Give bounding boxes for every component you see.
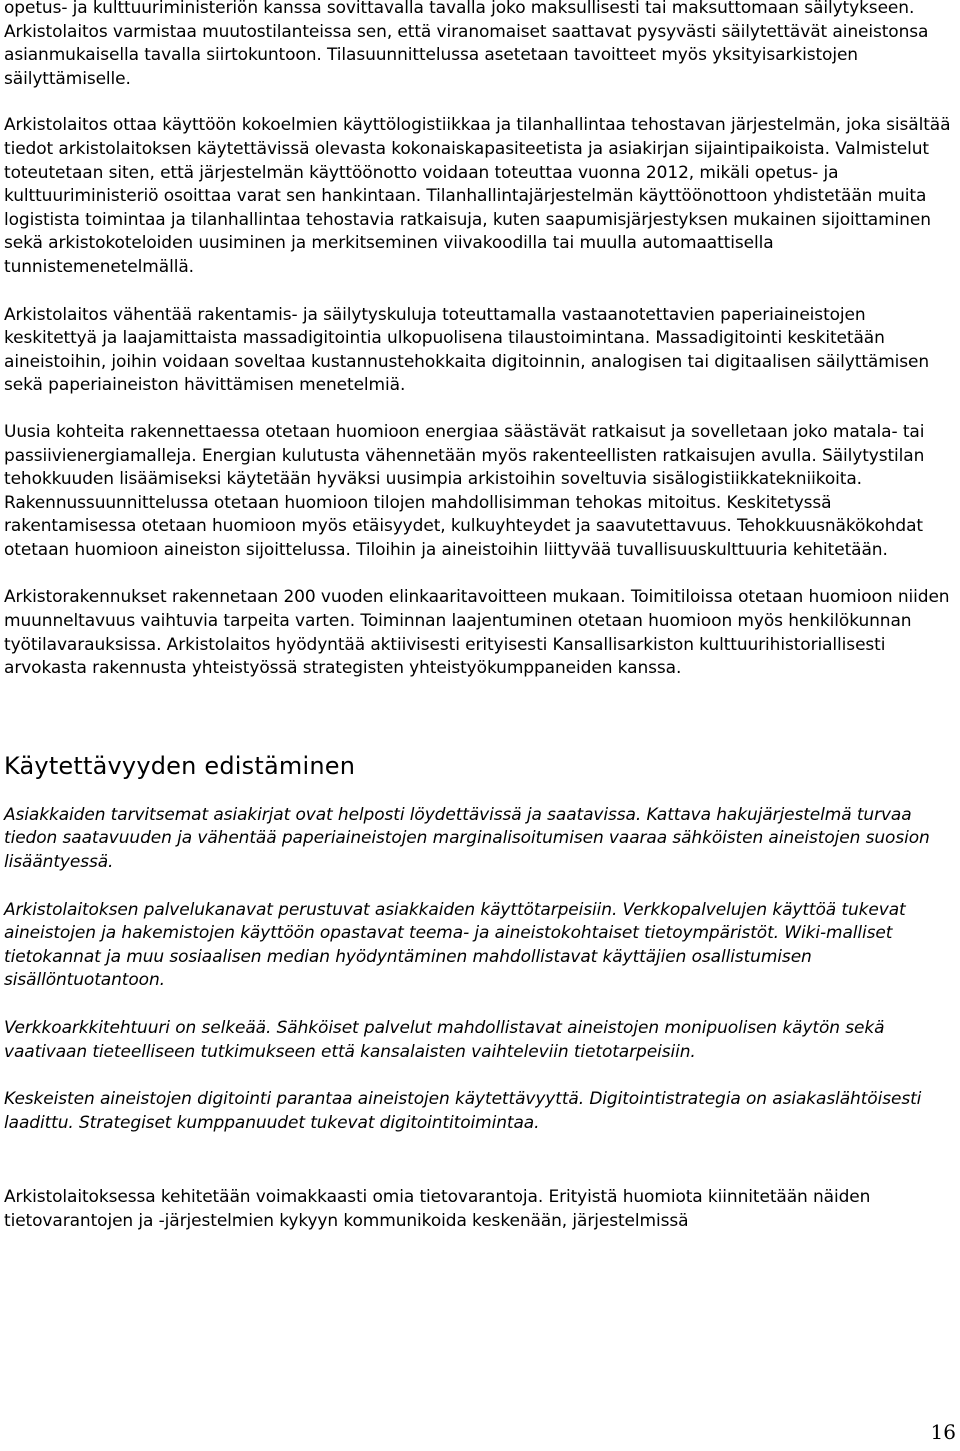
paragraph-energy-efficiency: Uusia kohteita rakennettaessa otetaan huomioon energiaa säästävät ratkaisut ja sovelletaan joko matala- tai passiivienergiamalleja. Energian kulutusta vähennetään myös rakenteellisten ratkaisujen avulla. Säilytystilan tehokkuuden lisäämiseksi käytetään hyväksi uusimpia arkistoihin soveltuvia sisälogistiikkatekniikoita. Rakennussuunnittelussa otetaan huomioon tilojen mahdollisimman tehokas mitoitus. Keskitetyssä rakentamisessa otetaan huomioon myös etäisyydet, kulkuyhteydet ja saavutettavuus. Tehokkuusnäkökohdat otetaan huomioon aineiston sijoittelussa. Tiloihin ja aineistoihin liittyvää tuvallisuuskulttuuria kehitetään. [4,421,925,560]
paragraph-storage-transfer: opetus- ja kulttuuriministeriön kanssa sovittavalla tavalla joko maksullisesti tai maksuttomaan säilytykseen. Arkistolaitos varmistaa muutostilanteissa sen, että viranomaiset saattavat pysyvästi säilytettävät aineistonsa asianmukaisella tavalla siirtokuntoon. Tilasuunnittelussa asetetaan tavoitteet myös yksityisarkistojen säilyttämiselle. [4,0,929,89]
page-number: 16 [930,1420,956,1444]
section-heading: Käytettävyyden edistäminen [4,751,356,780]
document-page [4,0,956,1234]
italic-goal-paragraph: Asiakkaiden tarvitsemat asiakirjat ovat helposti löydettävissä ja saatavissa. Kattava hakujärjestelmä turvaa tiedon saatavuuden ja vähentää paperiaineistojen marginalisoitumisen vaaraa sähköisten aineistojen suosion lisääntyessä. [4,804,930,873]
paragraph-mass-digitization: Arkistolaitos vähentää rakentamis- ja säilytyskuluja toteuttamalla vastaanotettavien paperiaineistojen keskitettyä ja laajamittaista massadigitointia ulkopuolisena tilaustoimintana. Massadigitointi keskitetään aineistoihin, joihin voidaan soveltaa kustannustehokkaita digitoinnin, analogisen tai digitaalisen säilyttämisen sekä paperiaineiston hävittämisen menetelmiä. [4,304,930,396]
italic-goal-paragraph: Arkistolaitoksen palvelukanavat perustuvat asiakkaiden käyttötarpeisiin. Verkkopalvelujen käyttöä tukevat aineistojen ja hakemistojen käyttöön opastavat teema- ja aineistokohtaiset tietoympäristöt. Wiki-malliset tietokannat ja muu sosiaalisen median hyödyntäminen mahdollistavat käyttäjien osallistumisen sisällöntuotantoon. [4,899,906,991]
paragraph-information-resources: Arkistolaitoksessa kehitetään voimakkaasti omia tietovarantoja. Erityistä huomiota kiinnitetään näiden tietovarantojen ja -järjestelmien kykyyn kommunikoida keskenään, järjestelmissä [4,1187,871,1231]
italic-goal-paragraph: Verkkoarkkitehtuuri on selkeää. Sähköiset palvelut mahdollistavat aineistojen monipuolisen käytön sekä vaativaan tieteelliseen tutkimukseen että kansalaisten vaihteleviin tietotarpeisiin. [4,1018,885,1062]
paragraph-building-lifecycle: Arkistorakennukset rakennetaan 200 vuoden elinkaaritavoitteen mukaan. Toimitiloissa otetaan huomioon niiden muunneltavuus vaihtuvia tarpeita varten. Toiminnan laajentuminen otetaan huomioon myös henkilökunnan työtilavarauksissa. Arkistolaitos hyödyntää aktiivisesti erityisesti Kansallisarkiston kulttuurihistoriallisesti arvokasta rakennusta yhteistyössä strategisten yhteistyökumppaneiden kanssa. [4,587,950,679]
paragraph-logistics-system: Arkistolaitos ottaa käyttöön kokoelmien käyttölogistiikkaa ja tilanhallintaa tehostavan järjestelmän, joka sisältää tiedot arkistolaitoksen käytettävissä olevasta kokonaiskapasiteetista ja asiakirjan sijaintipaikoista. Valmistelut toteutetaan siten, että järjestelmän käyttöönotto voidaan toteuttaa vuonna 2012, mikäli opetus- ja kulttuuriministeriö osoittaa varat sen hankintaan. Tilanhallintajärjestelmän käyttöönottoon yhdistetään muita logistista toimintaa ja tilanhallintaa tehostavia ratkaisuja, kuten saapumisjärjestyksen mukainen sijoittaminen sekä arkistokoteloiden uusiminen ja merkitseminen viivakoodilla tai muulla automaattisella tunnistemenetelmällä. [4,115,951,277]
italic-goal-paragraph: Keskeisten aineistojen digitointi parantaa aineistojen käytettävyyttä. Digitointistrategia on asiakaslähtöisesti laadittu. Strategiset kumppanuudet tukevat digitointitoimintaa. [4,1089,922,1133]
